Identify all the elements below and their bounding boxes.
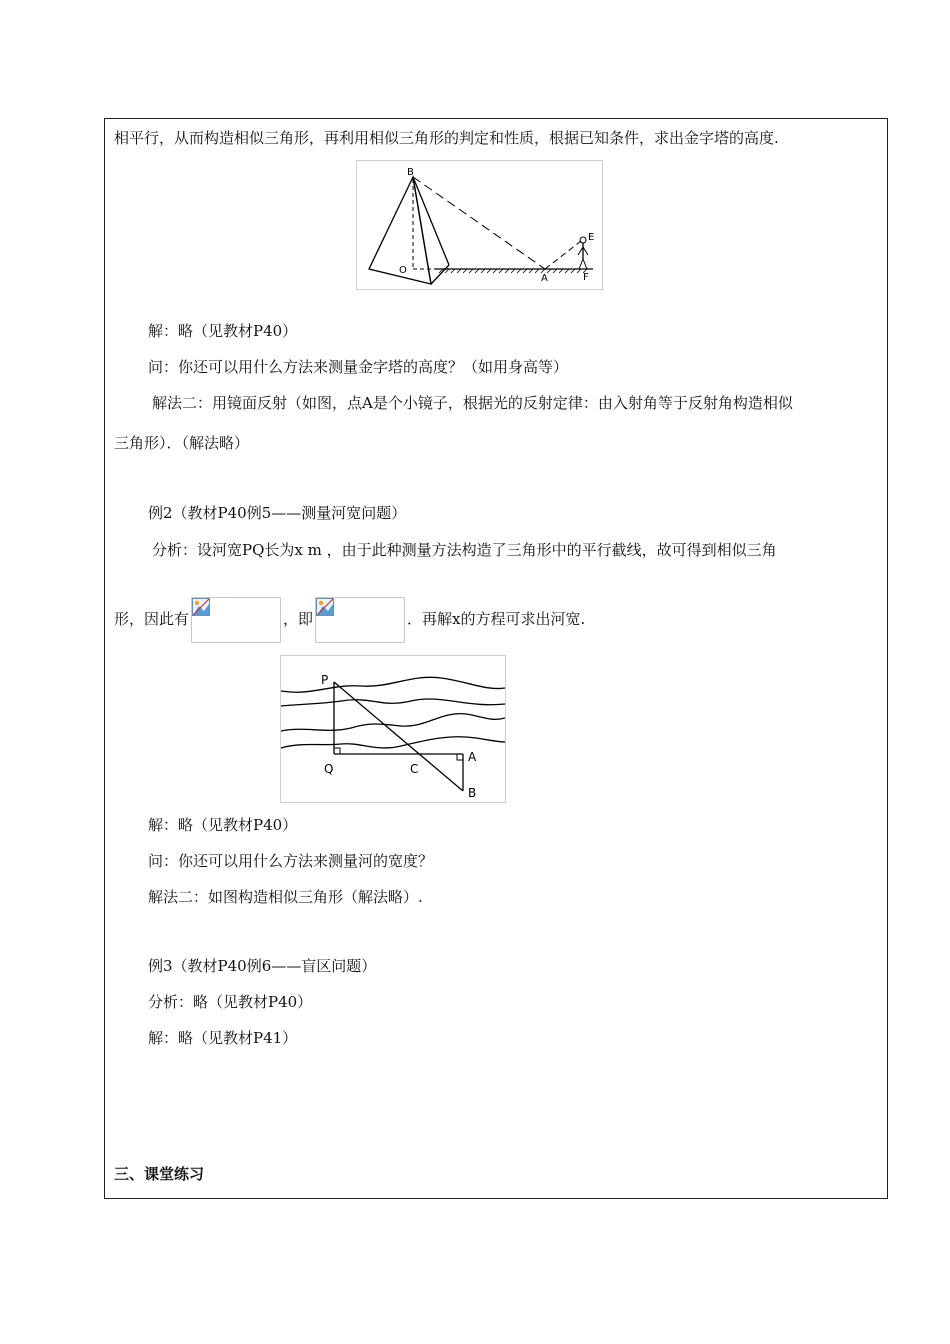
label-A: A [468, 750, 477, 764]
label-O: O [399, 265, 407, 276]
pyramid-diagram [357, 161, 602, 289]
river-diagram [281, 656, 505, 802]
label-Q: Q [324, 762, 334, 776]
analysis2-post: ．再解x的方程可求出河宽. [407, 610, 586, 628]
label-E: E [588, 232, 595, 243]
label-B: B [407, 167, 414, 178]
broken-image-icon [192, 598, 210, 616]
label-C: C [410, 762, 419, 776]
label-F: F [583, 272, 589, 283]
example3-heading: 例3（教材P40例6——盲区问题） [148, 957, 377, 975]
analysis2-text-a: 分析：设河宽PQ长为x m ，由于此种测量方法构造了三角形中的平行截线，故可得到相似三角 [152, 541, 777, 559]
analysis2-text-b [114, 596, 585, 643]
method2-text-a: 解法二：用镜面反射（如图，点A是个小镜子，根据光的反射定律：由入射角等于反射角构造相似 [152, 394, 793, 412]
solution1-text: 解：略（见教材P40） [148, 322, 298, 340]
analysis3-text: 分析：略（见教材P40） [148, 993, 313, 1011]
method2-river-text: 解法二：如图构造相似三角形（解法略）. [148, 888, 423, 906]
method2-text-b: 三角形）．（解法略） [114, 434, 250, 452]
formula-image-1 [191, 597, 281, 643]
section3-heading: 三、课堂练习 [114, 1165, 205, 1183]
question2-text: 问：你还可以用什么方法来测量河的宽度？ [148, 852, 434, 870]
formula-image-2 [315, 597, 405, 643]
label-P: P [321, 673, 329, 687]
analysis2-mid: ，即 [283, 610, 314, 628]
label-A: A [541, 273, 548, 284]
example2-heading: 例2（教材P40例5——测量河宽问题） [148, 504, 407, 522]
river-figure [280, 655, 506, 803]
pyramid-figure [356, 160, 603, 290]
solution3-text: 解：略（见教材P41） [148, 1029, 298, 1047]
question1-text: 问：你还可以用什么方法来测量金字塔的高度？（如用身高等） [148, 358, 569, 376]
intro-text: 相平行，从而构造相似三角形，再利用相似三角形的判定和性质，根据已知条件，求出金字塔的高度. [114, 129, 779, 147]
solution2-text: 解：略（见教材P40） [148, 816, 298, 834]
analysis2-pre: 形，因此有 [114, 610, 190, 628]
broken-image-icon [316, 598, 334, 616]
label-B: B [468, 786, 477, 800]
